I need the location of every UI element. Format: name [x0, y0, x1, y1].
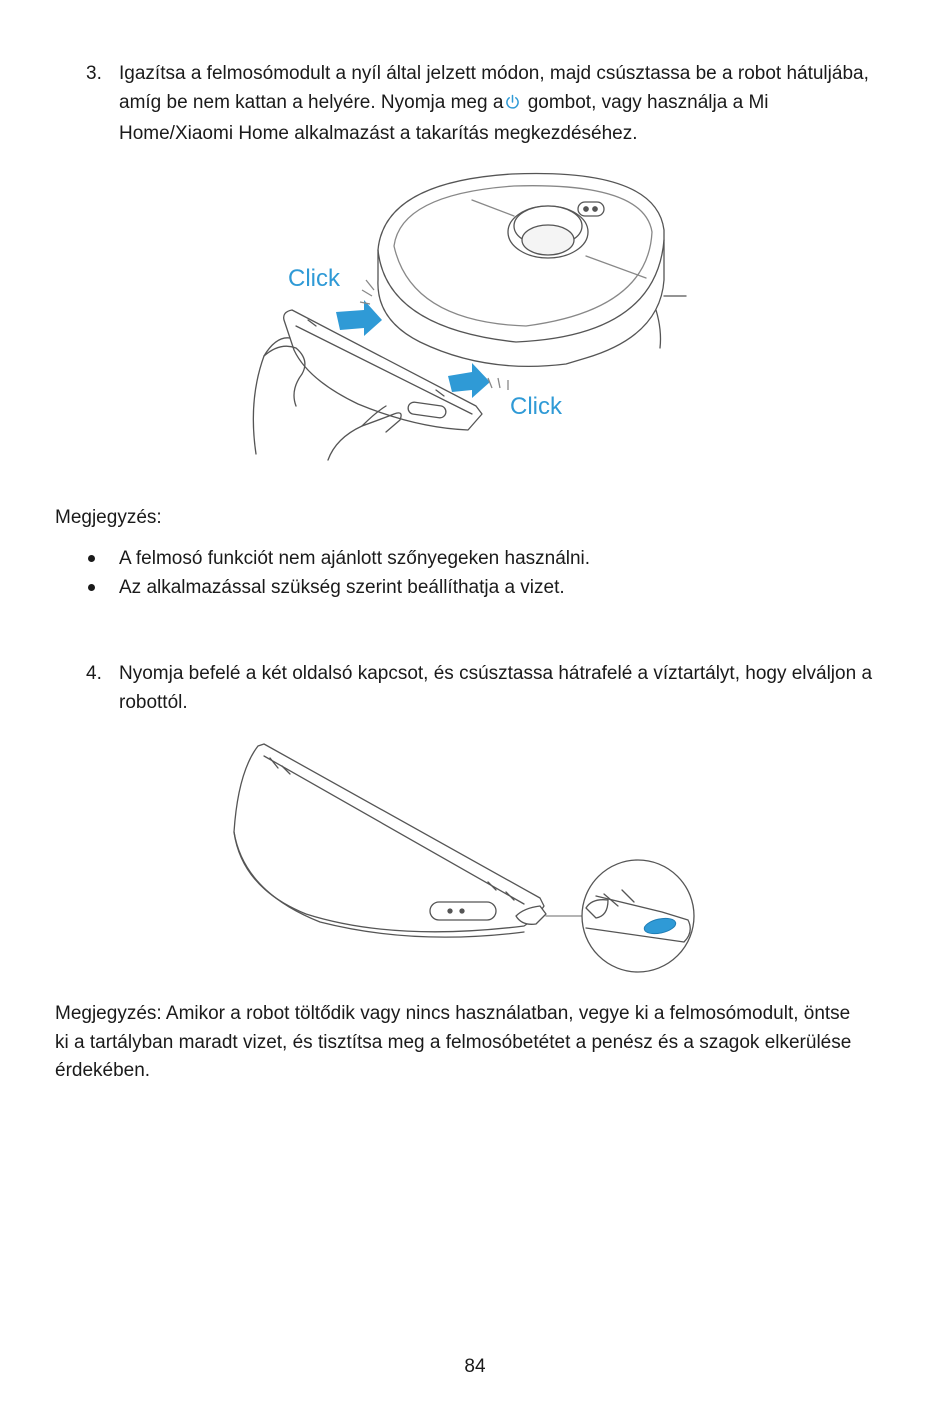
power-icon: [505, 90, 520, 119]
bullet-text: Az alkalmazással szükség szerint beállíthatja a vizet.: [119, 577, 565, 598]
step-text-part-1: Igazítsa a felmosómodult a nyíl által jelzett módon, majd csúsztassa be a robot hátuljába, amíg be nem kattan a helyére. Nyomja meg a: [119, 63, 869, 113]
click-label-bottom: Click: [510, 393, 562, 420]
note-bullet-list: [86, 544, 590, 602]
click-label-top: Click: [288, 265, 340, 292]
bullet-icon: [88, 555, 95, 562]
figure-water-tank-release: [224, 732, 706, 984]
step-number: 4.: [86, 663, 102, 684]
list-item: [86, 573, 590, 602]
robot-mop-illustration: [236, 160, 688, 485]
bullet-icon: [88, 584, 95, 591]
note-paragraph: Megjegyzés: Amikor a robot töltődik vagy nincs használatban, vegye ki a felmosómodult, öntse ki a tartályban maradt vizet, és tisztítsa meg a felmosóbetétet a penész és a szagok elkerülése érdekében.: [55, 1003, 852, 1081]
water-tank-illustration: [224, 732, 706, 984]
step-text-part-2: gombot, vagy használja a Mi Home/Xiaomi Home alkalmazást a takarítás megkezdéséhez.: [119, 92, 769, 144]
note-label: Megjegyzés:: [55, 507, 162, 528]
page-number: 84: [464, 1356, 486, 1377]
step-number: 3.: [86, 63, 102, 84]
bullet-text: A felmosó funkciót nem ajánlott szőnyegeken használni.: [119, 548, 591, 569]
figure-mop-module-insert: [236, 160, 688, 485]
step-text: Nyomja befelé a két oldalsó kapcsot, és csúsztassa hátrafelé a víztartályt, hogy elváljon a robottól.: [119, 663, 873, 713]
list-item: [86, 544, 590, 573]
step-text: [119, 59, 879, 148]
